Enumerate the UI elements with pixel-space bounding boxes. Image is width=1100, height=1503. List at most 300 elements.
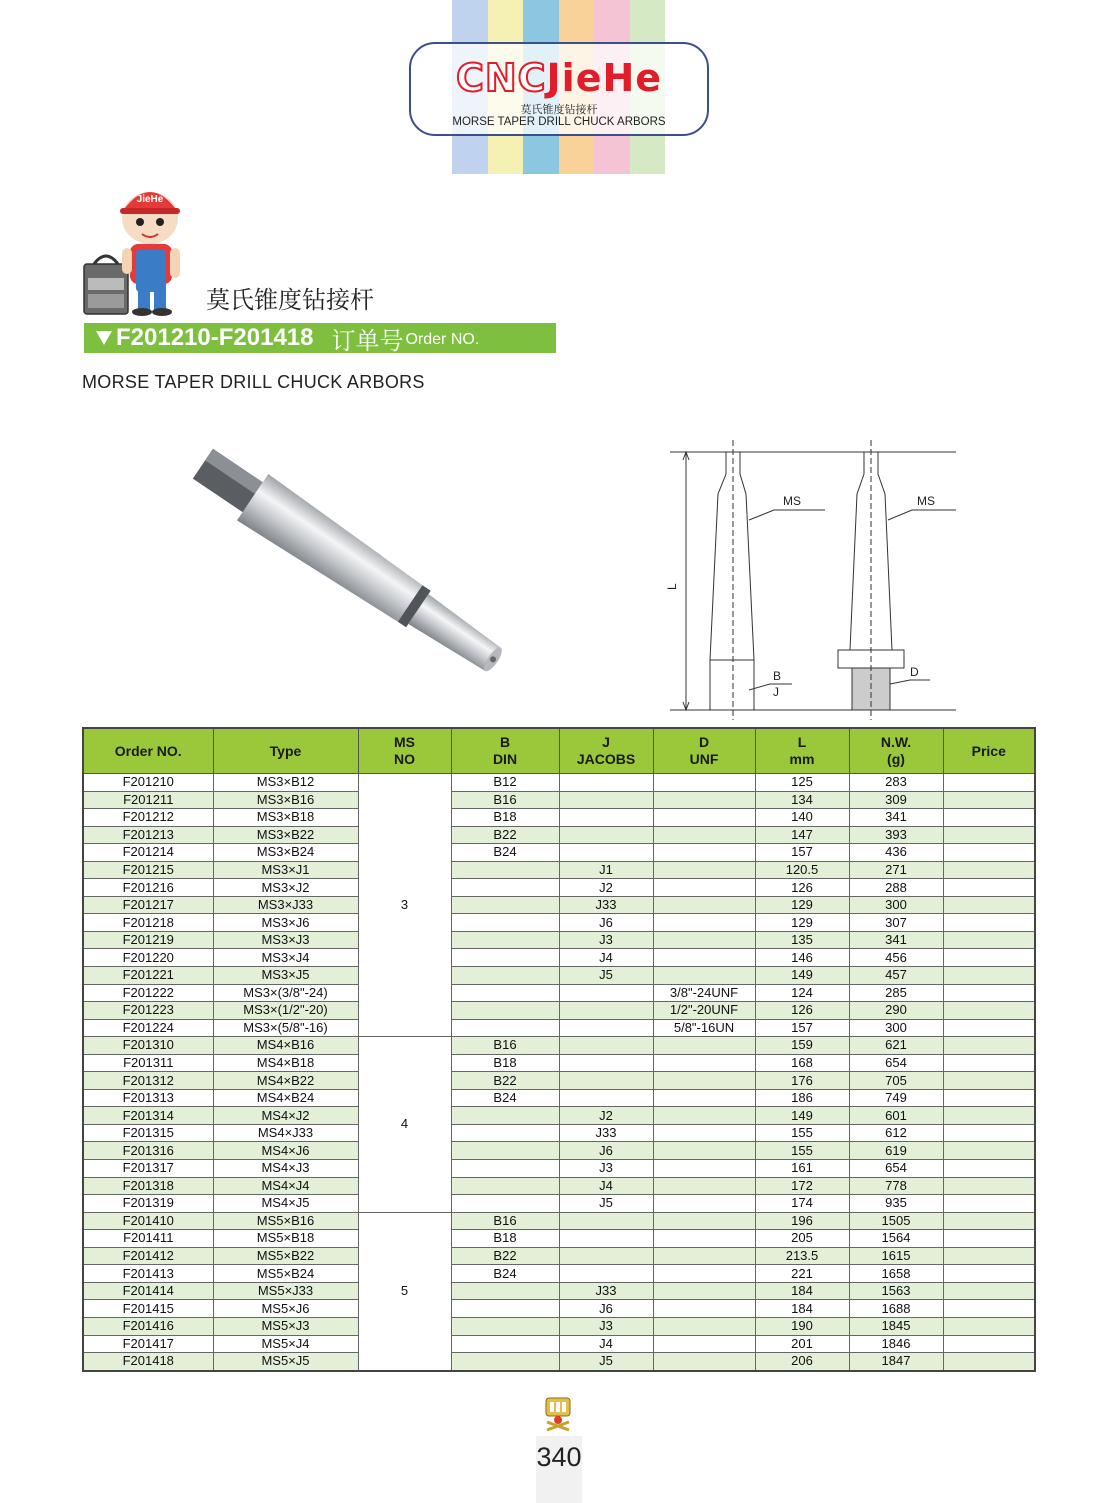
cell-nw: 285 <box>849 984 943 1002</box>
cell-nw: 778 <box>849 1177 943 1195</box>
cell-j-jacobs: J1 <box>559 861 653 879</box>
cell-b-din <box>451 896 559 914</box>
cell-nw: 619 <box>849 1142 943 1160</box>
cell-nw: 1615 <box>849 1247 943 1265</box>
cell-ms-no: 4 <box>358 1037 451 1212</box>
table-row <box>83 1335 1035 1353</box>
cell-price <box>943 826 1035 844</box>
cell-j-jacobs <box>559 844 653 862</box>
cell-l-mm: 135 <box>755 931 849 949</box>
section-title-cn: 莫氏锥度钻接杆 <box>206 286 374 314</box>
cell-b-din <box>451 1282 559 1300</box>
cell-b-din <box>451 1353 559 1371</box>
cell-b-din <box>451 1002 559 1020</box>
cell-l-mm: 146 <box>755 949 849 967</box>
table-row <box>83 844 1035 862</box>
cell-order-no: F201316 <box>83 1142 213 1160</box>
cell-type: MS3×J4 <box>213 949 358 967</box>
cell-order-no: F201215 <box>83 861 213 879</box>
cell-j-jacobs <box>559 1230 653 1248</box>
cell-l-mm: 129 <box>755 914 849 932</box>
cell-type: MS3×J33 <box>213 896 358 914</box>
diagram-label-L: L <box>665 583 679 590</box>
column-header <box>653 728 755 774</box>
cell-price <box>943 1247 1035 1265</box>
cell-price <box>943 1037 1035 1055</box>
cell-j-jacobs <box>559 1089 653 1107</box>
cell-l-mm: 126 <box>755 1002 849 1020</box>
table-row <box>83 774 1035 792</box>
column-header-line1: D <box>698 734 710 750</box>
cell-l-mm: 201 <box>755 1335 849 1353</box>
cell-b-din: B24 <box>451 1089 559 1107</box>
cell-l-mm: 157 <box>755 1019 849 1037</box>
cell-j-jacobs: J2 <box>559 879 653 897</box>
mascot-icon <box>82 178 192 318</box>
cell-d-unf: 1/2"-20UNF <box>653 1002 755 1020</box>
cell-l-mm: 196 <box>755 1212 849 1230</box>
cell-order-no: F201312 <box>83 1072 213 1090</box>
cell-price <box>943 1300 1035 1318</box>
cell-price <box>943 1072 1035 1090</box>
cell-order-no: F201310 <box>83 1037 213 1055</box>
cell-order-no: F201211 <box>83 791 213 809</box>
cell-order-no: F201414 <box>83 1282 213 1300</box>
cell-order-no: F201221 <box>83 967 213 985</box>
cell-nw: 749 <box>849 1089 943 1107</box>
column-header-line1: MS <box>394 734 415 750</box>
column-header-line2: NO <box>394 751 415 767</box>
table-row <box>83 914 1035 932</box>
cell-d-unf <box>653 1107 755 1125</box>
cell-price <box>943 1230 1035 1248</box>
cell-b-din <box>451 931 559 949</box>
section-title-en: MORSE TAPER DRILL CHUCK ARBORS <box>82 372 425 392</box>
cell-type: MS4×J6 <box>213 1142 358 1160</box>
order-label-cn: 订单号 <box>331 326 404 355</box>
cell-type: MS4×J5 <box>213 1195 358 1213</box>
table-row <box>83 1002 1035 1020</box>
toolbox-icon <box>543 1396 573 1432</box>
cell-price <box>943 1054 1035 1072</box>
cell-l-mm: 174 <box>755 1195 849 1213</box>
cell-b-din <box>451 1124 559 1142</box>
cell-order-no: F201417 <box>83 1335 213 1353</box>
diagram-label-B: B <box>773 669 782 683</box>
dimension-diagram <box>660 440 960 720</box>
cell-order-no: F201318 <box>83 1177 213 1195</box>
cell-b-din: B24 <box>451 1265 559 1283</box>
cell-price <box>943 1265 1035 1283</box>
cell-type: MS3×J1 <box>213 861 358 879</box>
cell-b-din <box>451 914 559 932</box>
cell-order-no: F201213 <box>83 826 213 844</box>
cell-ms-no: 3 <box>358 774 451 1037</box>
cell-l-mm: 120.5 <box>755 861 849 879</box>
cell-d-unf <box>653 1282 755 1300</box>
cell-price <box>943 931 1035 949</box>
cell-type: MS5×B22 <box>213 1247 358 1265</box>
cell-nw: 436 <box>849 844 943 862</box>
cell-b-din: B12 <box>451 774 559 792</box>
cell-l-mm: 168 <box>755 1054 849 1072</box>
cell-j-jacobs <box>559 809 653 827</box>
cell-j-jacobs: J4 <box>559 949 653 967</box>
cell-order-no: F201313 <box>83 1089 213 1107</box>
column-header-line2: UNF <box>689 751 719 767</box>
cell-l-mm: 206 <box>755 1353 849 1371</box>
brand-logo <box>409 42 709 136</box>
table-row <box>83 1019 1035 1037</box>
cell-j-jacobs: J4 <box>559 1177 653 1195</box>
column-header-line2: DIN <box>492 751 518 767</box>
cell-j-jacobs: J6 <box>559 1142 653 1160</box>
cell-b-din: B16 <box>451 1212 559 1230</box>
cell-order-no: F201223 <box>83 1002 213 1020</box>
cell-price <box>943 1002 1035 1020</box>
cell-price <box>943 914 1035 932</box>
cell-order-no: F201217 <box>83 896 213 914</box>
cell-d-unf <box>653 861 755 879</box>
table-row <box>83 1230 1035 1248</box>
cell-price <box>943 1160 1035 1178</box>
cell-type: MS3×(1/2"-20) <box>213 1002 358 1020</box>
column-header <box>849 728 943 774</box>
table-row <box>83 931 1035 949</box>
cell-nw: 654 <box>849 1160 943 1178</box>
diagram-label-MS-right: MS <box>917 494 935 508</box>
cell-b-din: B16 <box>451 1037 559 1055</box>
cell-type: MS3×B16 <box>213 791 358 809</box>
cell-type: MS5×J4 <box>213 1335 358 1353</box>
cell-type: MS4×J2 <box>213 1107 358 1125</box>
cell-order-no: F201315 <box>83 1124 213 1142</box>
cell-type: MS5×B16 <box>213 1212 358 1230</box>
cell-j-jacobs: J3 <box>559 1317 653 1335</box>
cell-j-jacobs <box>559 1002 653 1020</box>
table-row <box>83 791 1035 809</box>
page-number: 340 <box>536 1436 582 1503</box>
cell-price <box>943 774 1035 792</box>
cell-j-jacobs <box>559 1054 653 1072</box>
cell-price <box>943 1195 1035 1213</box>
cell-nw: 456 <box>849 949 943 967</box>
cell-b-din <box>451 1300 559 1318</box>
cell-type: MS5×J33 <box>213 1282 358 1300</box>
cell-price <box>943 967 1035 985</box>
cell-order-no: F201214 <box>83 844 213 862</box>
cell-j-jacobs <box>559 826 653 844</box>
cell-type: MS5×J6 <box>213 1300 358 1318</box>
table-row <box>83 984 1035 1002</box>
cell-order-no: F201317 <box>83 1160 213 1178</box>
table-row <box>83 1300 1035 1318</box>
cell-l-mm: 172 <box>755 1177 849 1195</box>
cell-l-mm: 155 <box>755 1142 849 1160</box>
cell-j-jacobs <box>559 1247 653 1265</box>
cell-j-jacobs: J33 <box>559 896 653 914</box>
cell-nw: 654 <box>849 1054 943 1072</box>
cell-nw: 283 <box>849 774 943 792</box>
cell-order-no: F201411 <box>83 1230 213 1248</box>
cell-order-no: F201220 <box>83 949 213 967</box>
cell-j-jacobs: J33 <box>559 1124 653 1142</box>
column-header-line1: Order NO. <box>114 742 182 759</box>
cell-price <box>943 844 1035 862</box>
cell-order-no: F201212 <box>83 809 213 827</box>
spec-table <box>82 727 1036 1372</box>
arbor-product-photo <box>190 428 530 708</box>
cell-l-mm: 149 <box>755 967 849 985</box>
cell-d-unf: 5/8"-16UN <box>653 1019 755 1037</box>
cell-d-unf <box>653 1317 755 1335</box>
cell-nw: 309 <box>849 791 943 809</box>
cell-b-din <box>451 984 559 1002</box>
cell-nw: 1563 <box>849 1282 943 1300</box>
cell-order-no: F201413 <box>83 1265 213 1283</box>
cell-type: MS5×B24 <box>213 1265 358 1283</box>
cell-nw: 601 <box>849 1107 943 1125</box>
column-header-line1: L <box>797 734 807 750</box>
table-header-row <box>83 728 1035 774</box>
cell-d-unf <box>653 809 755 827</box>
column-header-line1: Price <box>971 742 1006 759</box>
cell-nw: 457 <box>849 967 943 985</box>
column-header <box>943 728 1035 774</box>
cell-l-mm: 176 <box>755 1072 849 1090</box>
column-header <box>213 728 358 774</box>
order-range: F201210-F201418 <box>116 324 314 351</box>
cell-price <box>943 896 1035 914</box>
cell-nw: 1564 <box>849 1230 943 1248</box>
cell-nw: 1845 <box>849 1317 943 1335</box>
cell-order-no: F201210 <box>83 774 213 792</box>
column-header-line2: mm <box>789 751 815 767</box>
column-header-line2: JACOBS <box>576 751 636 767</box>
cell-order-no: F201314 <box>83 1107 213 1125</box>
table-row <box>83 1247 1035 1265</box>
column-header-line2: (g) <box>887 751 905 767</box>
table-row <box>83 861 1035 879</box>
cell-nw: 621 <box>849 1037 943 1055</box>
cell-nw: 612 <box>849 1124 943 1142</box>
cell-l-mm: 125 <box>755 774 849 792</box>
cell-l-mm: 159 <box>755 1037 849 1055</box>
cell-d-unf <box>653 1142 755 1160</box>
cell-b-din <box>451 949 559 967</box>
cell-l-mm: 149 <box>755 1107 849 1125</box>
cell-order-no: F201222 <box>83 984 213 1002</box>
cell-l-mm: 129 <box>755 896 849 914</box>
cell-j-jacobs <box>559 1037 653 1055</box>
cell-nw: 300 <box>849 1019 943 1037</box>
cell-nw: 393 <box>849 826 943 844</box>
cell-type: MS4×J3 <box>213 1160 358 1178</box>
cell-nw: 300 <box>849 896 943 914</box>
cell-d-unf <box>653 791 755 809</box>
logo-subtitle-en: MORSE TAPER DRILL CHUCK ARBORS <box>452 116 666 128</box>
cell-b-din: B24 <box>451 844 559 862</box>
cell-price <box>943 1089 1035 1107</box>
cell-j-jacobs: J3 <box>559 1160 653 1178</box>
cell-l-mm: 157 <box>755 844 849 862</box>
table-row <box>83 879 1035 897</box>
cell-type: MS4×J4 <box>213 1177 358 1195</box>
cell-type: MS4×B22 <box>213 1072 358 1090</box>
table-row <box>83 1353 1035 1371</box>
cell-j-jacobs: J6 <box>559 1300 653 1318</box>
cell-type: MS3×B24 <box>213 844 358 862</box>
logo-cnc: CNC <box>455 56 547 100</box>
cell-b-din: B18 <box>451 809 559 827</box>
cell-j-jacobs: J5 <box>559 1353 653 1371</box>
cell-b-din <box>451 1335 559 1353</box>
logo-wordmark <box>411 58 707 98</box>
cell-b-din: B18 <box>451 1230 559 1248</box>
cell-b-din <box>451 861 559 879</box>
cell-order-no: F201219 <box>83 931 213 949</box>
table-row <box>83 1212 1035 1230</box>
cell-l-mm: 184 <box>755 1282 849 1300</box>
cell-b-din <box>451 1107 559 1125</box>
table-row <box>83 1124 1035 1142</box>
table-body <box>83 774 1035 1371</box>
cell-order-no: F201319 <box>83 1195 213 1213</box>
cell-l-mm: 205 <box>755 1230 849 1248</box>
column-header <box>451 728 559 774</box>
cell-b-din <box>451 1142 559 1160</box>
cell-price <box>943 1124 1035 1142</box>
table-row <box>83 1317 1035 1335</box>
cell-order-no: F201412 <box>83 1247 213 1265</box>
cell-type: MS3×J2 <box>213 879 358 897</box>
cell-j-jacobs: J3 <box>559 931 653 949</box>
cell-b-din <box>451 1317 559 1335</box>
table-row <box>83 1054 1035 1072</box>
cell-b-din <box>451 1019 559 1037</box>
column-header <box>358 728 451 774</box>
cell-order-no: F201415 <box>83 1300 213 1318</box>
table-row <box>83 896 1035 914</box>
cell-type: MS5×J3 <box>213 1317 358 1335</box>
cell-b-din: B22 <box>451 1247 559 1265</box>
cell-price <box>943 809 1035 827</box>
cell-j-jacobs <box>559 1265 653 1283</box>
cell-price <box>943 1142 1035 1160</box>
cell-order-no: F201218 <box>83 914 213 932</box>
cell-nw: 1688 <box>849 1300 943 1318</box>
cell-j-jacobs: J4 <box>559 1335 653 1353</box>
cell-d-unf <box>653 1072 755 1090</box>
cell-b-din <box>451 879 559 897</box>
cell-ms-no: 5 <box>358 1212 451 1370</box>
order-label-en: Order NO. <box>405 331 480 348</box>
cell-nw: 341 <box>849 809 943 827</box>
mascot-cap-text: JieHe <box>136 194 164 205</box>
cell-type: MS3×J6 <box>213 914 358 932</box>
cell-d-unf <box>653 1265 755 1283</box>
table-row <box>83 967 1035 985</box>
cell-d-unf: 3/8"-24UNF <box>653 984 755 1002</box>
cell-l-mm: 184 <box>755 1300 849 1318</box>
cell-d-unf <box>653 896 755 914</box>
cell-d-unf <box>653 1177 755 1195</box>
cell-d-unf <box>653 967 755 985</box>
cell-order-no: F201216 <box>83 879 213 897</box>
cell-d-unf <box>653 774 755 792</box>
cell-type: MS3×(3/8"-24) <box>213 984 358 1002</box>
cell-l-mm: 155 <box>755 1124 849 1142</box>
order-number-bar <box>84 323 556 353</box>
cell-d-unf <box>653 1353 755 1371</box>
cell-b-din <box>451 1195 559 1213</box>
cell-b-din: B22 <box>451 1072 559 1090</box>
cell-price <box>943 1177 1035 1195</box>
cell-d-unf <box>653 1054 755 1072</box>
logo-jiehe: JieHe <box>546 56 663 100</box>
cell-price <box>943 879 1035 897</box>
cell-type: MS3×J3 <box>213 931 358 949</box>
cell-l-mm: 186 <box>755 1089 849 1107</box>
table-row <box>83 949 1035 967</box>
cell-d-unf <box>653 1247 755 1265</box>
cell-l-mm: 140 <box>755 809 849 827</box>
table-row <box>83 1160 1035 1178</box>
diagram-label-MS-left: MS <box>783 494 801 508</box>
spec-table-wrapper <box>82 727 1034 1372</box>
cell-type: MS4×B24 <box>213 1089 358 1107</box>
cell-price <box>943 1353 1035 1371</box>
column-header <box>755 728 849 774</box>
cell-order-no: F201311 <box>83 1054 213 1072</box>
cell-type: MS5×B18 <box>213 1230 358 1248</box>
cell-j-jacobs: J2 <box>559 1107 653 1125</box>
cell-j-jacobs <box>559 791 653 809</box>
cell-nw: 705 <box>849 1072 943 1090</box>
cell-d-unf <box>653 1300 755 1318</box>
table-row <box>83 1265 1035 1283</box>
cell-price <box>943 1317 1035 1335</box>
cell-nw: 1847 <box>849 1353 943 1371</box>
cell-price <box>943 1019 1035 1037</box>
column-header-line1: J <box>602 734 610 750</box>
cell-j-jacobs: J5 <box>559 1195 653 1213</box>
cell-j-jacobs <box>559 1072 653 1090</box>
cell-l-mm: 161 <box>755 1160 849 1178</box>
table-row <box>83 1072 1035 1090</box>
cell-order-no: F201416 <box>83 1317 213 1335</box>
cell-type: MS4×J33 <box>213 1124 358 1142</box>
column-header <box>559 728 653 774</box>
cell-nw: 1505 <box>849 1212 943 1230</box>
cell-j-jacobs <box>559 774 653 792</box>
cell-nw: 935 <box>849 1195 943 1213</box>
cell-b-din: B18 <box>451 1054 559 1072</box>
cell-order-no: F201418 <box>83 1353 213 1371</box>
cell-d-unf <box>653 1335 755 1353</box>
table-row <box>83 1177 1035 1195</box>
logo-subtitle-cn: 莫氏锥度钻接杆 <box>520 103 598 116</box>
cell-price <box>943 1107 1035 1125</box>
triangle-down-icon <box>96 331 112 345</box>
cell-j-jacobs: J33 <box>559 1282 653 1300</box>
table-row <box>83 1282 1035 1300</box>
cell-l-mm: 190 <box>755 1317 849 1335</box>
cell-type: MS3×(5/8"-16) <box>213 1019 358 1037</box>
cell-j-jacobs: J6 <box>559 914 653 932</box>
column-header-line1: N.W. <box>880 734 912 750</box>
table-row <box>83 1037 1035 1055</box>
